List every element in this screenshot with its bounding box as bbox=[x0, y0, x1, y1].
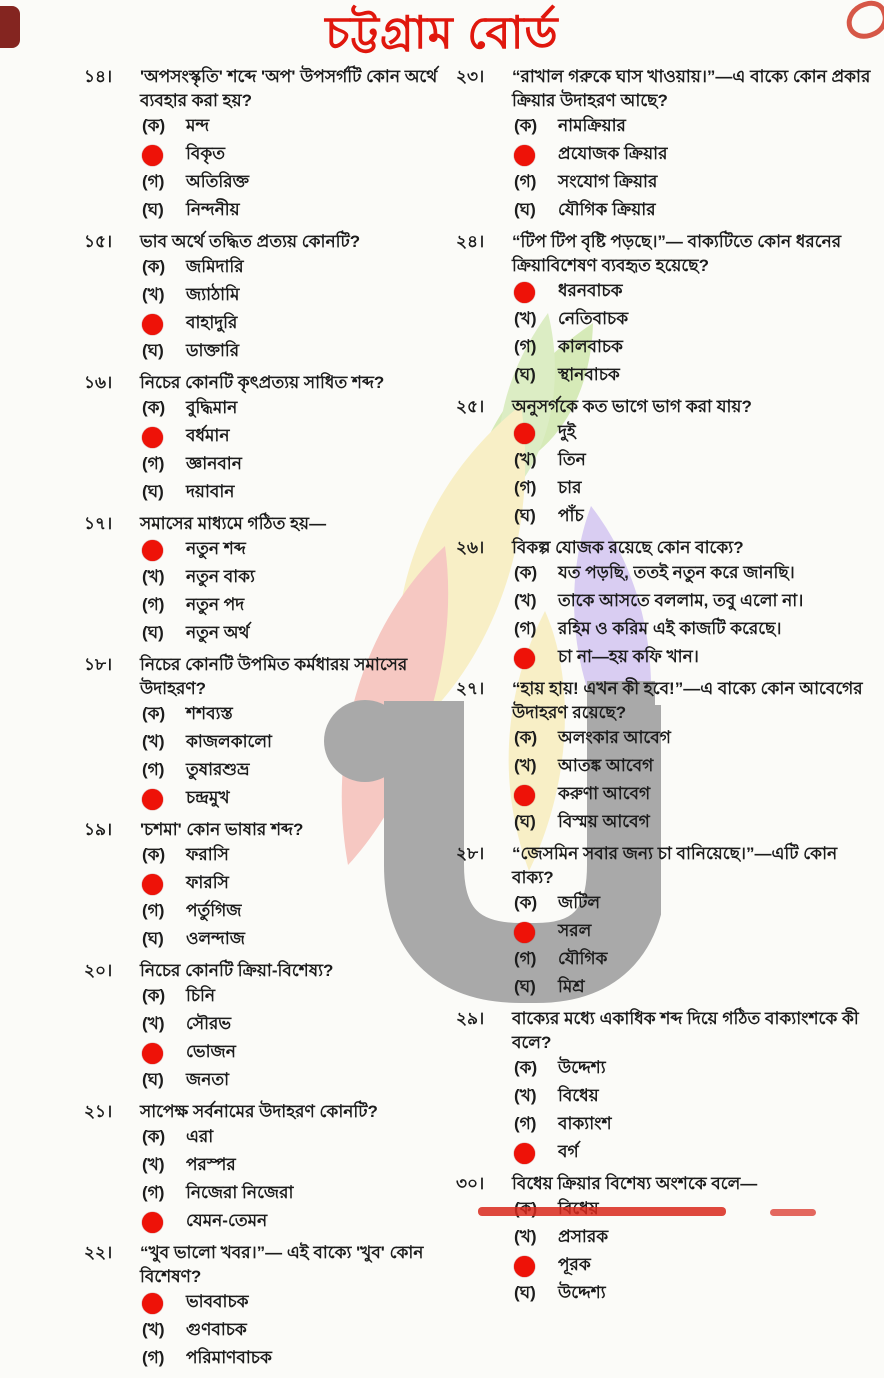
option-text: তুষারশুভ্র bbox=[186, 760, 250, 779]
answer-option bbox=[514, 1224, 882, 1252]
option-label: (ক) bbox=[142, 398, 166, 417]
correct-answer-dot-icon bbox=[142, 1043, 163, 1064]
answer-option bbox=[142, 282, 456, 310]
answer-option bbox=[142, 592, 456, 620]
question-columns bbox=[0, 65, 884, 1378]
option-text: উদ্দেশ্য bbox=[558, 1058, 606, 1077]
correct-answer-dot-icon bbox=[142, 145, 163, 166]
option-text: বিধেয় bbox=[558, 1086, 599, 1105]
option-list bbox=[142, 1124, 456, 1236]
option-label: (গ) bbox=[514, 478, 537, 497]
question-block bbox=[84, 371, 456, 507]
question-number: ২৮। bbox=[456, 844, 485, 863]
option-label: (ক) bbox=[142, 845, 166, 864]
question-block bbox=[456, 842, 882, 1002]
option-label: (খ) bbox=[142, 1155, 165, 1174]
option-list bbox=[142, 536, 456, 648]
option-text: চন্দ্রমুখ bbox=[186, 788, 230, 807]
option-label: (খ) bbox=[142, 285, 165, 304]
option-label: (গ) bbox=[142, 901, 165, 920]
option-label: (খ) bbox=[514, 450, 537, 469]
question-block bbox=[84, 1241, 456, 1373]
question-number: ১৭। bbox=[84, 514, 113, 533]
option-text: তাকে আসতে বললাম, তবু এলো না। bbox=[558, 591, 804, 610]
correct-answer-dot-icon bbox=[514, 648, 535, 669]
question-number: ২৫। bbox=[456, 397, 485, 416]
option-label: (গ) bbox=[142, 1183, 165, 1202]
question-text: নিচের কোনটি ক্রিয়া-বিশেষ্য? bbox=[140, 961, 334, 980]
option-text: নামক্রিয়ার bbox=[558, 116, 626, 135]
answer-option bbox=[514, 1280, 882, 1308]
answer-option bbox=[142, 898, 456, 926]
option-label: (খ) bbox=[514, 1086, 537, 1105]
option-list bbox=[142, 395, 456, 507]
option-list bbox=[142, 1289, 456, 1373]
answer-option bbox=[142, 1067, 456, 1095]
answer-option bbox=[142, 423, 456, 451]
option-text: আতঙ্ক আবেগ bbox=[558, 756, 654, 775]
question-text: সমাসের মাধ্যমে গঠিত হয়— bbox=[140, 514, 327, 533]
answer-option bbox=[142, 1317, 456, 1345]
option-list bbox=[142, 254, 456, 366]
correct-answer-dot-icon bbox=[142, 1293, 163, 1314]
question-text: “রাখাল গরুকে ঘাস খাওয়ায়।”—এ বাক্যে কোন প্রকার ক্রিয়ার উদাহরণ আছে? bbox=[512, 67, 871, 110]
question-head bbox=[456, 1007, 882, 1055]
option-label: (ক) bbox=[514, 893, 538, 912]
question-text: বিকল্প যোজক রয়েছে কোন বাক্যে? bbox=[512, 538, 744, 557]
question-number: ১৮। bbox=[84, 655, 113, 674]
answer-option bbox=[142, 197, 456, 225]
question-number: ২২। bbox=[84, 1243, 113, 1262]
question-block bbox=[84, 959, 456, 1095]
option-text: গুণবাচক bbox=[186, 1320, 247, 1339]
answer-option bbox=[514, 306, 882, 334]
page-title: চট্টগ্রাম বোর্ড bbox=[325, 7, 559, 58]
option-text: পাঁচ bbox=[558, 506, 584, 525]
question-block bbox=[84, 512, 456, 648]
option-text: যত পড়ছি, ততই নতুন করে জানছি। bbox=[558, 563, 795, 582]
correct-answer-dot-icon bbox=[514, 1256, 535, 1277]
answer-option bbox=[514, 197, 882, 225]
option-label: (গ) bbox=[514, 337, 537, 356]
option-label: (খ) bbox=[514, 756, 537, 775]
correct-answer-dot-icon bbox=[514, 282, 535, 303]
option-list bbox=[514, 560, 882, 672]
answer-option bbox=[514, 1083, 882, 1111]
question-block bbox=[84, 653, 456, 813]
option-text: ওলন্দাজ bbox=[186, 929, 245, 948]
answer-option bbox=[142, 1180, 456, 1208]
answer-option bbox=[514, 918, 882, 946]
option-label: (ঘ) bbox=[514, 1283, 536, 1302]
answer-option bbox=[514, 1252, 882, 1280]
answer-option bbox=[142, 729, 456, 757]
option-text: চার bbox=[558, 478, 582, 497]
question-number: ২৭। bbox=[456, 679, 485, 698]
question-text: “হায় হায়! এখন কী হবে!”—এ বাক্যে কোন আবেগের উদাহরণ রয়েছে? bbox=[512, 679, 863, 722]
question-head bbox=[84, 959, 456, 983]
correct-answer-dot-icon bbox=[142, 874, 163, 895]
question-text: 'অপসংস্কৃতি' শব্দে 'অপ' উপসর্গটি কোন অর্থে ব্যবহার করা হয়? bbox=[140, 67, 438, 110]
question-text: নিচের কোনটি কৃৎপ্রত্যয় সাধিত শব্দ? bbox=[140, 373, 385, 392]
option-text: নেতিবাচক bbox=[558, 309, 629, 328]
correct-answer-dot-icon bbox=[142, 789, 163, 810]
answer-option bbox=[142, 842, 456, 870]
option-text: ভোজন bbox=[186, 1042, 236, 1061]
option-text: দয়াবান bbox=[186, 482, 235, 501]
correct-answer-dot-icon bbox=[514, 1143, 535, 1164]
correct-answer-dot-icon bbox=[142, 540, 163, 561]
option-text: অতিরিক্ত bbox=[186, 172, 250, 191]
ink-smudge-bottom bbox=[478, 1207, 726, 1216]
question-text: বিধেয় ক্রিয়ার বিশেষ্য অংশকে বলে— bbox=[512, 1174, 758, 1193]
question-number: ২৪। bbox=[456, 232, 485, 251]
question-text: বাক্যের মধ্যে একাধিক শব্দ দিয়ে গঠিত বাক্যাংশকে কী বলে? bbox=[512, 1009, 859, 1052]
option-text: নিন্দনীয় bbox=[186, 200, 240, 219]
option-text: ফরাসি bbox=[186, 845, 229, 864]
question-head bbox=[456, 536, 882, 560]
option-text: প্রযোজক ক্রিয়ার bbox=[558, 144, 668, 163]
answer-option bbox=[514, 169, 882, 197]
option-label: (ক) bbox=[142, 1127, 166, 1146]
answer-option bbox=[514, 503, 882, 531]
option-label: (খ) bbox=[514, 1227, 537, 1246]
option-text: বিকৃত bbox=[186, 144, 225, 163]
answer-option bbox=[514, 725, 882, 753]
option-text: কালবাচক bbox=[558, 337, 623, 356]
answer-option bbox=[514, 588, 882, 616]
question-number: ২৯। bbox=[456, 1009, 485, 1028]
answer-option bbox=[514, 113, 882, 141]
option-text: নিজেরা নিজেরা bbox=[186, 1183, 294, 1202]
option-label: (খ) bbox=[142, 732, 165, 751]
question-number: ৩০। bbox=[456, 1174, 485, 1193]
option-label: (খ) bbox=[514, 309, 537, 328]
option-label: (গ) bbox=[514, 1114, 537, 1133]
question-block bbox=[84, 1100, 456, 1236]
option-text: জমিদারি bbox=[186, 257, 244, 276]
option-label: (ঘ) bbox=[142, 200, 164, 219]
question-number: ১৪। bbox=[84, 67, 113, 86]
right-question-column bbox=[456, 65, 884, 1378]
option-label: (গ) bbox=[142, 1348, 165, 1367]
question-head bbox=[84, 1100, 456, 1124]
answer-option bbox=[142, 1011, 456, 1039]
correct-answer-dot-icon bbox=[142, 427, 163, 448]
option-text: তিন bbox=[558, 450, 586, 469]
option-list bbox=[514, 725, 882, 837]
answer-option bbox=[514, 644, 882, 672]
answer-option bbox=[514, 1055, 882, 1083]
question-head bbox=[84, 65, 456, 113]
answer-option bbox=[514, 809, 882, 837]
answer-option bbox=[514, 334, 882, 362]
answer-option bbox=[142, 479, 456, 507]
question-text: 'চশমা' কোন ভাষার শব্দ? bbox=[140, 820, 304, 839]
option-list bbox=[142, 701, 456, 813]
option-text: নতুন অর্থ bbox=[186, 623, 250, 642]
option-text: পূরক bbox=[558, 1255, 591, 1274]
option-text: বাক্যাংশ bbox=[558, 1114, 612, 1133]
option-text: জ্ঞানবান bbox=[186, 454, 242, 473]
question-block bbox=[456, 536, 882, 672]
answer-option bbox=[514, 475, 882, 503]
option-label: (গ) bbox=[142, 172, 165, 191]
option-label: (ক) bbox=[142, 257, 166, 276]
question-head bbox=[456, 842, 882, 890]
answer-option bbox=[142, 757, 456, 785]
question-head bbox=[84, 818, 456, 842]
option-text: সংযোগ ক্রিয়ার bbox=[558, 172, 658, 191]
question-number: ২১। bbox=[84, 1102, 113, 1121]
option-label: (ক) bbox=[514, 728, 538, 747]
correct-answer-dot-icon bbox=[142, 314, 163, 335]
option-label: (গ) bbox=[142, 760, 165, 779]
answer-option bbox=[514, 753, 882, 781]
option-text: রহিম ও করিম এই কাজটি করেছে। bbox=[558, 619, 782, 638]
option-label: (গ) bbox=[514, 949, 537, 968]
question-text: ভাব অর্থে তদ্ধিত প্রত্যয় কোনটি? bbox=[140, 232, 361, 251]
question-head bbox=[84, 512, 456, 536]
answer-option bbox=[142, 701, 456, 729]
option-text: দুই bbox=[558, 422, 576, 441]
option-label: (ক) bbox=[514, 563, 538, 582]
question-block bbox=[456, 1007, 882, 1167]
question-text: “জেসমিন সবার জন্য চা বানিয়েছে।”—এটি কোন বাক্য? bbox=[512, 844, 838, 887]
question-head bbox=[456, 1172, 882, 1196]
option-text: যেমন-তেমন bbox=[186, 1211, 268, 1230]
option-text: চা না—হয় কফি খান। bbox=[558, 647, 699, 666]
answer-option bbox=[142, 620, 456, 648]
option-list bbox=[514, 113, 882, 225]
option-text: অলংকার আবেগ bbox=[558, 728, 671, 747]
answer-option bbox=[142, 113, 456, 141]
option-text: উদ্দেশ্য bbox=[558, 1283, 606, 1302]
option-label: (গ) bbox=[142, 454, 165, 473]
answer-option bbox=[514, 616, 882, 644]
option-label: (খ) bbox=[142, 1014, 165, 1033]
option-label: (ক) bbox=[142, 986, 166, 1005]
option-label: (ঘ) bbox=[514, 365, 536, 384]
option-text: বর্গ bbox=[558, 1142, 579, 1161]
ink-smudge-top-left bbox=[0, 6, 20, 48]
option-label: (ঘ) bbox=[142, 1070, 164, 1089]
answer-option bbox=[514, 141, 882, 169]
question-head bbox=[84, 230, 456, 254]
answer-option bbox=[514, 781, 882, 809]
option-text: শশব্যস্ত bbox=[186, 704, 233, 723]
option-text: পরিমাণবাচক bbox=[186, 1348, 272, 1367]
option-label: (গ) bbox=[514, 619, 537, 638]
option-text: চিনি bbox=[186, 986, 216, 1005]
option-text: বুদ্ধিমান bbox=[186, 398, 238, 417]
option-list bbox=[142, 842, 456, 954]
question-number: ২০। bbox=[84, 961, 113, 980]
option-text: পরস্পর bbox=[186, 1155, 236, 1174]
answer-option bbox=[142, 536, 456, 564]
option-label: (খ) bbox=[514, 591, 537, 610]
answer-option bbox=[514, 560, 882, 588]
option-text: প্রসারক bbox=[558, 1227, 609, 1246]
answer-option bbox=[142, 338, 456, 366]
question-block bbox=[84, 230, 456, 366]
option-text: ভাববাচক bbox=[186, 1292, 249, 1311]
option-text: নতুন পদ bbox=[186, 595, 245, 614]
ink-smudge-bottom-right bbox=[770, 1209, 816, 1216]
option-text: নতুন বাক্য bbox=[186, 567, 255, 586]
option-label: (ক) bbox=[142, 704, 166, 723]
answer-option bbox=[142, 983, 456, 1011]
answer-option bbox=[142, 785, 456, 813]
option-text: এরা bbox=[186, 1127, 214, 1146]
option-label: (ক) bbox=[514, 116, 538, 135]
question-block bbox=[84, 65, 456, 225]
answer-option bbox=[142, 1124, 456, 1152]
correct-answer-dot-icon bbox=[514, 785, 535, 806]
option-list bbox=[142, 983, 456, 1095]
option-label: (ঘ) bbox=[142, 929, 164, 948]
question-head bbox=[84, 1241, 456, 1289]
option-label: (ঘ) bbox=[514, 506, 536, 525]
option-text: বর্ধমান bbox=[186, 426, 230, 445]
question-block bbox=[456, 1172, 882, 1308]
option-label: (ঘ) bbox=[514, 977, 536, 996]
question-block bbox=[456, 230, 882, 390]
answer-option bbox=[514, 974, 882, 1002]
option-text: ডাক্তারি bbox=[186, 341, 240, 360]
question-number: ১৫। bbox=[84, 232, 113, 251]
option-label: (খ) bbox=[142, 1320, 165, 1339]
option-list bbox=[142, 113, 456, 225]
option-text: স্থানবাচক bbox=[558, 365, 620, 384]
option-text: জ্যাঠামি bbox=[186, 285, 240, 304]
option-label: (ঘ) bbox=[514, 812, 536, 831]
correct-answer-dot-icon bbox=[514, 423, 535, 444]
answer-option bbox=[514, 1139, 882, 1167]
option-list bbox=[514, 890, 882, 1002]
answer-option bbox=[514, 946, 882, 974]
question-block bbox=[456, 395, 882, 531]
correct-answer-dot-icon bbox=[514, 145, 535, 166]
answer-option bbox=[142, 1289, 456, 1317]
option-text: পর্তুগিজ bbox=[186, 901, 242, 920]
option-label: (খ) bbox=[142, 567, 165, 586]
answer-option bbox=[142, 926, 456, 954]
option-text: নতুন শব্দ bbox=[186, 539, 246, 558]
option-text: বাহাদুরি bbox=[186, 313, 238, 332]
question-head bbox=[84, 653, 456, 701]
question-head bbox=[456, 65, 882, 113]
question-head bbox=[456, 230, 882, 278]
answer-option bbox=[142, 1039, 456, 1067]
answer-option bbox=[514, 419, 882, 447]
answer-option bbox=[142, 1345, 456, 1373]
option-label: (ক) bbox=[514, 1058, 538, 1077]
question-text: “খুব ভালো খবর।”— এই বাক্যে 'খুব' কোন বিশেষণ? bbox=[140, 1243, 424, 1286]
question-text: “টিপ টিপ বৃষ্টি পড়ছে।”— বাক্যটিতে কোন ধরনের ক্রিয়াবিশেষণ ব্যবহৃত হয়েছে? bbox=[512, 232, 842, 275]
option-label: (ঘ) bbox=[514, 200, 536, 219]
question-block bbox=[456, 677, 882, 837]
question-number: ২৬। bbox=[456, 538, 485, 557]
question-head bbox=[456, 395, 882, 419]
option-text: যৌগিক bbox=[558, 949, 608, 968]
option-label: (গ) bbox=[514, 172, 537, 191]
question-number: ১৬। bbox=[84, 373, 113, 392]
answer-option bbox=[142, 1208, 456, 1236]
question-number: ১৯। bbox=[84, 820, 113, 839]
answer-option bbox=[142, 1152, 456, 1180]
option-text: সৌরভ bbox=[186, 1014, 232, 1033]
option-list bbox=[514, 1055, 882, 1167]
answer-option bbox=[514, 890, 882, 918]
option-text: কাজলকালো bbox=[186, 732, 272, 751]
option-text: করুণা আবেগ bbox=[558, 784, 651, 803]
option-text: সরল bbox=[558, 921, 592, 940]
option-label: (ক) bbox=[142, 116, 166, 135]
question-number: ২৩। bbox=[456, 67, 485, 86]
answer-option bbox=[514, 278, 882, 306]
option-list bbox=[514, 278, 882, 390]
option-label: (ঘ) bbox=[142, 482, 164, 501]
answer-option bbox=[514, 362, 882, 390]
correct-answer-dot-icon bbox=[514, 922, 535, 943]
left-question-column bbox=[84, 65, 456, 1378]
answer-option bbox=[142, 310, 456, 338]
option-text: জটিল bbox=[558, 893, 601, 912]
question-text: সাপেক্ষ সর্বনামের উদাহরণ কোনটি? bbox=[140, 1102, 378, 1121]
question-text: নিচের কোনটি উপমিত কর্মধারয় সমাসের উদাহরণ? bbox=[140, 655, 408, 698]
answer-option bbox=[142, 564, 456, 592]
answer-option bbox=[142, 451, 456, 479]
question-head bbox=[456, 677, 882, 725]
question-head bbox=[84, 371, 456, 395]
option-text: মিশ্র bbox=[558, 977, 585, 996]
option-text: ফারসি bbox=[186, 873, 229, 892]
question-block bbox=[84, 818, 456, 954]
option-text: জনতা bbox=[186, 1070, 230, 1089]
option-list bbox=[514, 419, 882, 531]
question-text: অনুসর্গকে কত ভাগে ভাগ করা যায়? bbox=[512, 397, 752, 416]
option-text: মন্দ bbox=[186, 116, 210, 135]
answer-option bbox=[142, 870, 456, 898]
question-block bbox=[456, 65, 882, 225]
correct-answer-dot-icon bbox=[142, 1212, 163, 1233]
answer-option bbox=[514, 447, 882, 475]
answer-option bbox=[142, 141, 456, 169]
answer-option bbox=[514, 1111, 882, 1139]
answer-option bbox=[142, 254, 456, 282]
option-text: ধরনবাচক bbox=[558, 281, 623, 300]
option-label: (ঘ) bbox=[142, 341, 164, 360]
answer-option bbox=[142, 395, 456, 423]
answer-option bbox=[142, 169, 456, 197]
option-text: যৌগিক ক্রিয়ার bbox=[558, 200, 656, 219]
option-text: বিস্ময় আবেগ bbox=[558, 812, 650, 831]
option-label: (ঘ) bbox=[142, 623, 164, 642]
option-label: (গ) bbox=[142, 595, 165, 614]
